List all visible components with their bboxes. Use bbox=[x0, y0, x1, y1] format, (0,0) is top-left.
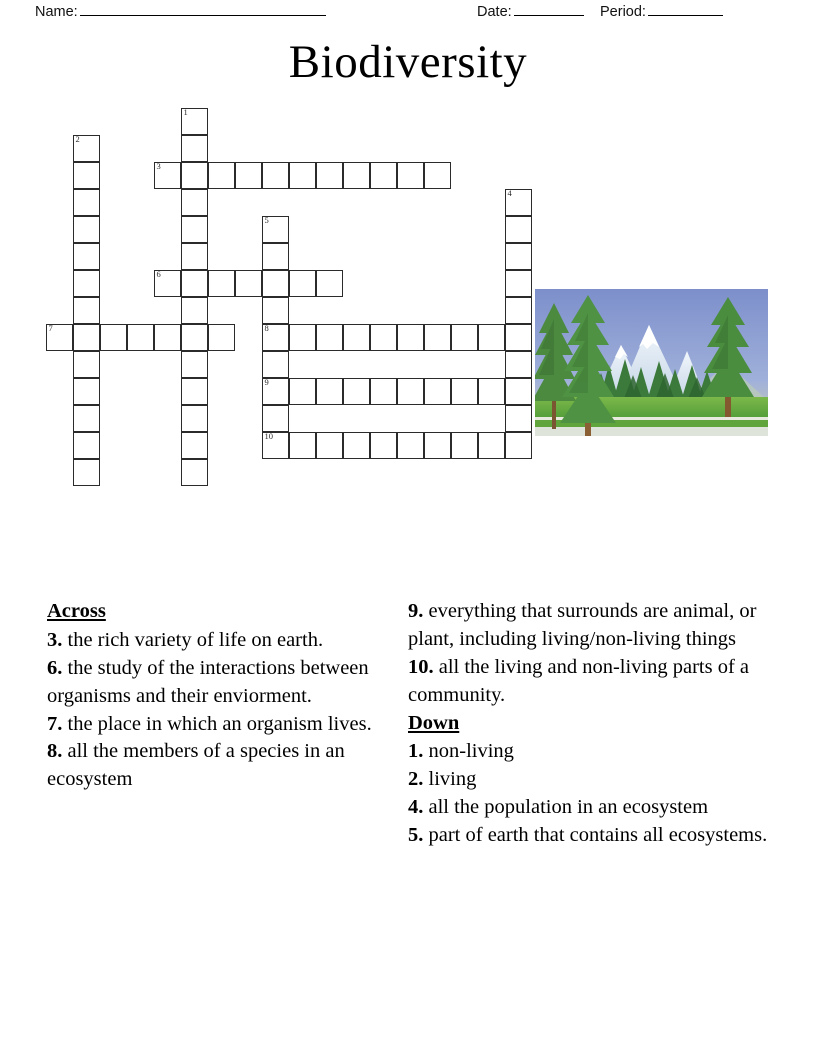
crossword-cell[interactable] bbox=[181, 216, 208, 243]
crossword-cell[interactable] bbox=[316, 432, 343, 459]
crossword-cell[interactable] bbox=[505, 378, 532, 405]
down-heading: Down bbox=[408, 711, 460, 734]
crossword-cell[interactable] bbox=[73, 243, 100, 270]
crossword-cell[interactable] bbox=[181, 162, 208, 189]
crossword-cell[interactable] bbox=[181, 378, 208, 405]
crossword-cell[interactable] bbox=[262, 243, 289, 270]
across-clue-list-left bbox=[47, 627, 392, 794]
crossword-cell-number: 4 bbox=[507, 188, 512, 198]
crossword-cell[interactable] bbox=[505, 216, 532, 243]
clue-text: all the population in an ecosystem bbox=[428, 796, 709, 819]
crossword-cell[interactable] bbox=[424, 432, 451, 459]
crossword-cell[interactable] bbox=[451, 378, 478, 405]
crossword-cell[interactable] bbox=[397, 162, 424, 189]
crossword-cell[interactable] bbox=[235, 162, 262, 189]
crossword-cell[interactable] bbox=[505, 297, 532, 324]
crossword-cell[interactable] bbox=[289, 378, 316, 405]
clue-text: the study of the interactions between organisms and their enviorment. bbox=[47, 656, 369, 707]
crossword-cell[interactable] bbox=[262, 324, 289, 351]
clue-text: all the living and non-living parts of a community. bbox=[408, 655, 750, 706]
crossword-cell[interactable] bbox=[262, 405, 289, 432]
crossword-cell[interactable] bbox=[154, 270, 181, 297]
crossword-cell-number: 7 bbox=[48, 323, 53, 333]
crossword-cell-number: 10 bbox=[264, 431, 273, 441]
crossword-cell[interactable] bbox=[262, 378, 289, 405]
forest-scene-svg bbox=[535, 289, 768, 436]
clue-item bbox=[408, 794, 768, 822]
crossword-cell-number: 5 bbox=[264, 215, 269, 225]
crossword-cell[interactable] bbox=[208, 324, 235, 351]
clue-text: non-living bbox=[428, 740, 514, 763]
page-title: Biodiversity bbox=[288, 36, 528, 88]
clue-number: 6. bbox=[47, 656, 68, 679]
crossword-cell[interactable] bbox=[235, 270, 262, 297]
crossword-cell[interactable] bbox=[316, 324, 343, 351]
clue-number: 7. bbox=[47, 712, 68, 735]
crossword-cell[interactable] bbox=[505, 351, 532, 378]
clue-item bbox=[47, 627, 392, 655]
crossword-cell[interactable] bbox=[262, 432, 289, 459]
crossword-cell[interactable] bbox=[451, 324, 478, 351]
crossword-cell[interactable] bbox=[424, 162, 451, 189]
clue-number: 1. bbox=[408, 740, 429, 763]
clue-number: 10. bbox=[408, 655, 439, 678]
crossword-cell[interactable] bbox=[181, 351, 208, 378]
crossword-cell[interactable] bbox=[505, 189, 532, 216]
crossword-cell[interactable] bbox=[127, 324, 154, 351]
crossword-cell[interactable] bbox=[505, 324, 532, 351]
crossword-cell[interactable] bbox=[397, 378, 424, 405]
crossword-cell[interactable] bbox=[73, 405, 100, 432]
period-label: Period: bbox=[600, 4, 646, 20]
crossword-cell[interactable] bbox=[154, 162, 181, 189]
crossword-cell[interactable] bbox=[73, 351, 100, 378]
crossword-cell[interactable] bbox=[370, 378, 397, 405]
down-clue-list bbox=[408, 738, 768, 850]
clue-text: all the members of a species in an ecosystem bbox=[47, 740, 345, 791]
clues-column-right bbox=[408, 598, 768, 850]
crossword-cell-number: 1 bbox=[183, 107, 188, 117]
date-label: Date: bbox=[477, 4, 512, 20]
across-heading: Across bbox=[47, 600, 106, 622]
crossword-cell[interactable] bbox=[478, 324, 505, 351]
clue-number: 8. bbox=[47, 740, 68, 763]
crossword-cell[interactable] bbox=[73, 324, 100, 351]
crossword-cell[interactable] bbox=[289, 162, 316, 189]
clue-number: 3. bbox=[47, 628, 68, 651]
across-clue-list-right bbox=[408, 598, 768, 710]
crossword-cell[interactable] bbox=[181, 189, 208, 216]
crossword-cell[interactable] bbox=[154, 324, 181, 351]
crossword-cell[interactable] bbox=[73, 270, 100, 297]
clue-number: 5. bbox=[408, 824, 429, 846]
crossword-cell[interactable] bbox=[181, 432, 208, 459]
crossword-cell[interactable] bbox=[289, 432, 316, 459]
crossword-cell[interactable] bbox=[262, 270, 289, 297]
crossword-cell[interactable] bbox=[370, 162, 397, 189]
crossword-cell[interactable] bbox=[181, 459, 208, 486]
crossword-cell[interactable] bbox=[505, 405, 532, 432]
clue-item bbox=[47, 711, 392, 739]
crossword-grid bbox=[0, 0, 816, 520]
crossword-cell[interactable] bbox=[316, 270, 343, 297]
crossword-cell[interactable] bbox=[181, 270, 208, 297]
crossword-cell-number: 6 bbox=[156, 269, 161, 279]
clue-number: 9. bbox=[408, 600, 429, 622]
crossword-cell[interactable] bbox=[343, 324, 370, 351]
crossword-cell[interactable] bbox=[181, 243, 208, 270]
crossword-cell[interactable] bbox=[73, 378, 100, 405]
crossword-cell[interactable] bbox=[181, 324, 208, 351]
crossword-cell[interactable] bbox=[181, 405, 208, 432]
crossword-cell[interactable] bbox=[316, 162, 343, 189]
crossword-cell[interactable] bbox=[181, 297, 208, 324]
crossword-cell[interactable] bbox=[451, 432, 478, 459]
crossword-cell[interactable] bbox=[370, 432, 397, 459]
crossword-cell[interactable] bbox=[73, 297, 100, 324]
crossword-cell[interactable] bbox=[343, 378, 370, 405]
clues-section bbox=[0, 598, 816, 978]
crossword-cell-number: 3 bbox=[156, 161, 161, 171]
crossword-cell[interactable] bbox=[478, 432, 505, 459]
crossword-cell[interactable] bbox=[370, 324, 397, 351]
clue-text: the place in which an organism lives. bbox=[67, 712, 372, 735]
crossword-cell[interactable] bbox=[397, 432, 424, 459]
crossword-cell-number: 8 bbox=[264, 323, 269, 333]
crossword-cell[interactable] bbox=[289, 324, 316, 351]
clue-item bbox=[47, 655, 392, 711]
clue-number: 2. bbox=[408, 768, 429, 791]
crossword-cell[interactable] bbox=[505, 243, 532, 270]
clue-text: the rich variety of life on earth. bbox=[67, 628, 324, 651]
crossword-cell[interactable] bbox=[208, 270, 235, 297]
clue-item bbox=[408, 766, 768, 794]
clue-text: living bbox=[428, 768, 477, 791]
crossword-cell[interactable] bbox=[424, 378, 451, 405]
crossword-cell[interactable] bbox=[262, 351, 289, 378]
crossword-cell[interactable] bbox=[424, 324, 451, 351]
crossword-cell[interactable] bbox=[343, 162, 370, 189]
crossword-cell[interactable] bbox=[73, 162, 100, 189]
crossword-cell[interactable] bbox=[73, 189, 100, 216]
crossword-cell[interactable] bbox=[505, 432, 532, 459]
clue-item bbox=[408, 654, 768, 710]
crossword-cell[interactable] bbox=[505, 270, 532, 297]
forest-scene-image bbox=[535, 289, 768, 436]
crossword-cell[interactable] bbox=[73, 135, 100, 162]
crossword-cell-number: 9 bbox=[264, 377, 269, 387]
crossword-cell[interactable] bbox=[181, 108, 208, 135]
crossword-cell[interactable] bbox=[46, 324, 73, 351]
crossword-cell[interactable] bbox=[100, 324, 127, 351]
crossword-cell[interactable] bbox=[262, 162, 289, 189]
crossword-cell[interactable] bbox=[343, 432, 370, 459]
crossword-cell[interactable] bbox=[73, 459, 100, 486]
crossword-cell[interactable] bbox=[73, 432, 100, 459]
clue-text: part of earth that contains all ecosystems. bbox=[428, 824, 768, 846]
crossword-cell[interactable] bbox=[397, 324, 424, 351]
crossword-cell[interactable] bbox=[73, 216, 100, 243]
clue-text: everything that surrounds are animal, or plant, including living/non-living things bbox=[408, 600, 757, 650]
clue-item bbox=[408, 822, 768, 850]
clue-item bbox=[408, 738, 768, 766]
crossword-cell[interactable] bbox=[262, 297, 289, 324]
clue-item bbox=[408, 598, 768, 654]
crossword-cell-number: 2 bbox=[75, 134, 80, 144]
clue-item bbox=[47, 738, 392, 794]
crossword-cell[interactable] bbox=[208, 162, 235, 189]
crossword-cell[interactable] bbox=[181, 135, 208, 162]
clues-column-left bbox=[47, 598, 392, 794]
crossword-cell[interactable] bbox=[316, 378, 343, 405]
crossword-cell[interactable] bbox=[262, 216, 289, 243]
name-label: Name: bbox=[35, 4, 78, 20]
crossword-cell[interactable] bbox=[478, 378, 505, 405]
clue-number: 4. bbox=[408, 796, 429, 819]
crossword-cell[interactable] bbox=[289, 270, 316, 297]
